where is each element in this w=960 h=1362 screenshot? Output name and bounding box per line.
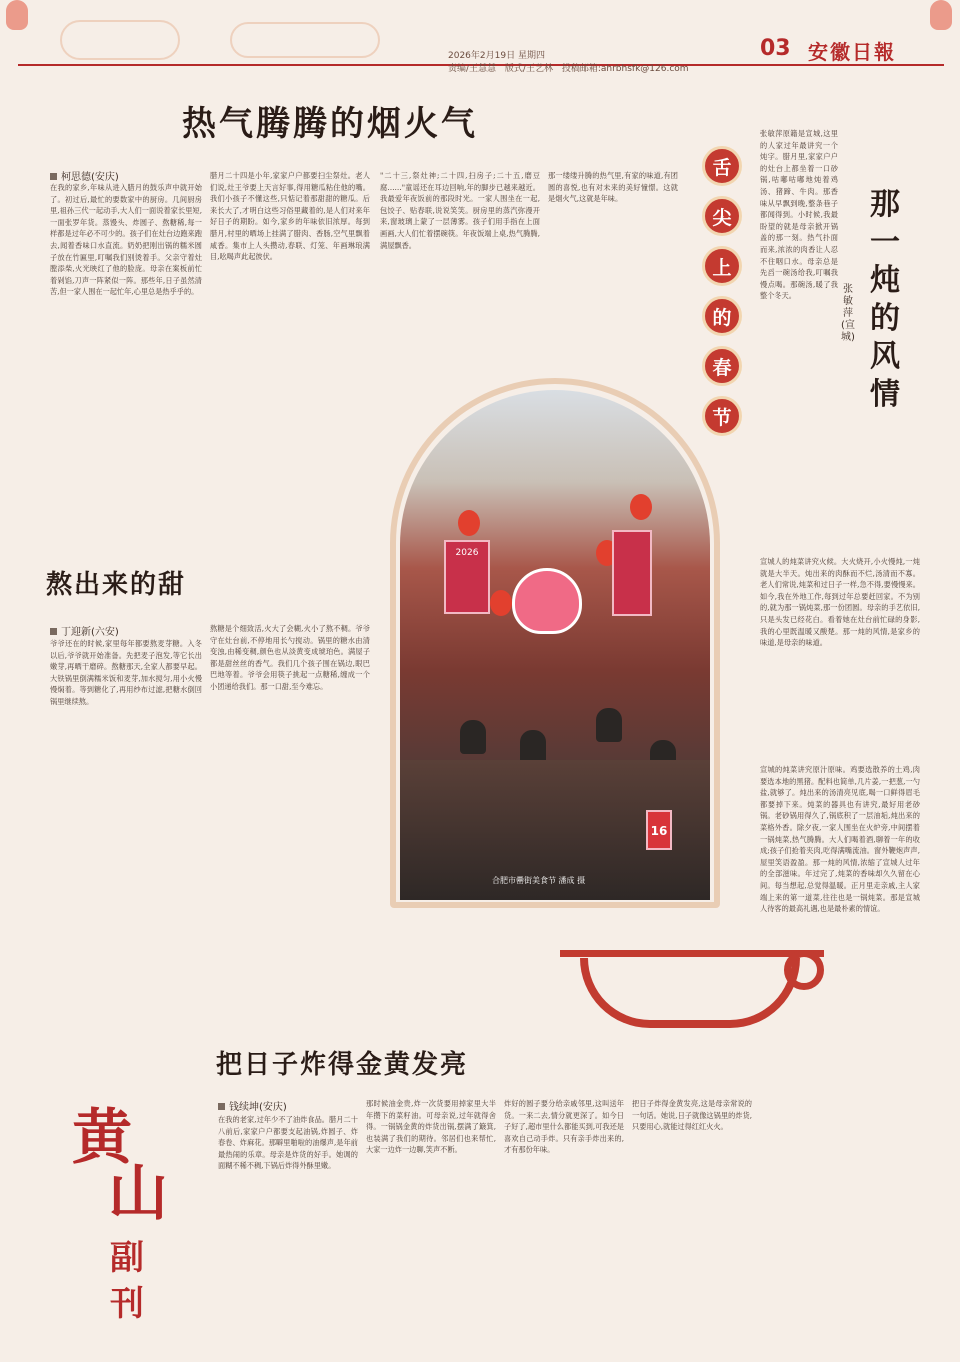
diner-figure	[596, 708, 622, 742]
column-char: 的	[702, 296, 742, 336]
diner-figure	[520, 730, 546, 764]
article-column: 炸好的圆子要分给亲戚邻里,这叫送年货。一来二去,情分就更深了。如今日子好了,超市里什么都能买到,可我还是喜欢自己动手炸。只有亲手炸出来的,才有那份年味。	[504, 1099, 624, 1155]
headline-sweet: 熬出来的甜	[46, 570, 187, 600]
lantern-icon	[458, 510, 480, 536]
supplement-char: 副	[110, 1238, 144, 1278]
supplement-char: 山	[108, 1159, 168, 1229]
banner-sign-text: 2026	[455, 548, 479, 558]
headline-main: 热气腾腾的烟火气	[182, 104, 478, 144]
banner-sign	[444, 540, 490, 614]
byline-main	[50, 168, 119, 183]
byline-fry-text: 钱续坤(安庆)	[229, 1102, 287, 1113]
issue-date: 2026年2月19日 星期四	[448, 51, 545, 61]
article-column: 爷爷还在的时候,家里每年都要熬麦芽糖。入冬以后,爷爷就开始准备。先把麦子泡发,等它长出嫩芽,再晒干磨碎。熬糖那天,全家人都要早起。大铁锅里倒满糯米饭和麦芽,加水搅匀,用小火慢慢焖着。等到糖化了,再用纱布过滤,把糖水倒回锅里继续熬。	[50, 639, 202, 706]
byline-sweet	[50, 623, 119, 638]
drink-badge	[646, 810, 672, 850]
article-column: 腊月二十四是小年,家家户户都要扫尘祭灶。老人们说,灶王爷要上天言好事,得用糖瓜粘住他的嘴。我们小孩子不懂这些,只惦记着那甜甜的糖瓜。后来长大了,才明白这些习俗里藏着的,是人们对来年好日子的期盼。如今,家乡的年味依旧浓厚。每到腊月,村里的晒场上挂满了腊肉、香肠,空气里飘着咸香。集市上人头攒动,春联、灯笼、年画琳琅满目,吆喝声此起彼伏。	[210, 171, 370, 262]
headline-side	[868, 186, 902, 414]
supplement-char: 黄	[72, 1103, 132, 1173]
article-column: 宣城人的炖菜讲究火候。大火烧开,小火慢炖,一炖就是大半天。炖出来的肉酥而不烂,汤清而不寡。老人们常说,炖菜和过日子一样,急不得,要慢慢来。如今,我在外地工作,每到过年总要赶回家。不为别的,就为那一锅炖菜,那一份团圆。母亲的手艺依旧,只是头发已经花白。看着她在灶台前忙碌的身影,我的心里既温暖又酸楚。那一炖的风情,是家乡的味道,是母亲的味道。	[760, 557, 920, 648]
byline-side: 张敏萍(宣城)	[841, 284, 855, 343]
column-char: 尖	[702, 196, 742, 236]
article-column: 熬糖是个细致活,火大了会糊,火小了熬不稠。爷爷守在灶台前,不停地用长勺搅动。锅里的糖水由清变浊,由稀变稠,颜色也从淡黄变成琥珀色。满屋子都是甜丝丝的香气。我们几个孩子围在锅边,眼巴巴地等着。爷爷会用筷子挑起一点糖稀,缠成一个小团递给我们。那一口甜,至今难忘。	[210, 624, 370, 691]
lantern-icon	[490, 590, 512, 616]
headline-fry: 把日子炸得金黄发亮	[216, 1050, 469, 1080]
article-column: 那一缕缕升腾的热气里,有家的味道,有团圆的喜悦,也有对未来的美好憧憬。这就是烟火气,这就是年味。	[548, 171, 678, 204]
article-column: 在我的家乡,年味从进入腊月的鼓乐声中就开始了。初过后,最忙的要数家中的厨房。几间厨房里,祖孙三代一起动手,大人们一面说着家长里短,一面张罗年货。蒸馒头、炸圆子、熬糖稀,每一样都是过年必不可少的。孩子们在灶台边跑来跑去,闻着香味口水直流。奶奶把刚出锅的糯米圆子放在竹匾里,叮嘱我们别烫着手。父亲守着灶膛添柴,火光映红了他的脸庞。母亲在案板前忙着剁馅,刀声一阵紧似一阵。那些年,日子虽然清苦,但一家人围在一起忙年,心里总是热乎乎的。	[50, 183, 202, 297]
masthead-meta	[448, 48, 695, 74]
diner-figure	[460, 720, 486, 754]
byline-sweet-text: 丁迎新(六安)	[61, 627, 119, 638]
pot-rim-decoration	[560, 950, 824, 957]
column-char: 春	[702, 346, 742, 386]
lantern-icon	[630, 494, 652, 520]
photo-credit: 合肥市罍街美食节 潘成 摄	[492, 876, 586, 885]
byline-fry	[218, 1098, 287, 1113]
banner-sign	[612, 530, 652, 616]
submission-email: 投稿邮箱:ahrbhsfk@126.com	[561, 64, 689, 74]
headline-side-text: 那一炖的风情	[870, 187, 900, 412]
column-char: 上	[702, 246, 742, 286]
column-char: 舌	[702, 146, 742, 186]
byline-square-icon	[50, 628, 57, 635]
article-column: 张敏萍原籍是宣城,这里的人家过年最讲究一个炖字。腊月里,家家户户的灶台上都坐着一口砂锅,咕嘟咕嘟地炖着鸡汤、猪蹄、牛肉。那香味从早飘到晚,整条巷子都闻得到。小时候,我最盼望的就是母亲掀开锅盖的那一刻。热气扑面而来,浓浓的肉香让人忍不住咽口水。母亲总是先舀一碗汤给我,叮嘱我慢点喝。那碗汤,暖了我整个冬天。	[760, 129, 838, 301]
pot-handle-decoration	[784, 950, 824, 990]
article-column: 把日子炸得金黄发亮,这是母亲常说的一句话。她说,日子就像这锅里的炸货,只要用心,就能过得红红火火。	[632, 1099, 752, 1132]
supplement-logo	[58, 1103, 198, 1362]
page-body	[40, 78, 920, 1348]
paper-name: 安徽日報	[808, 40, 896, 64]
layout-credit: 版式/王艺林	[504, 64, 553, 74]
article-column: 在我的老家,过年少不了油炸食品。腊月二十八前后,家家户户都要支起油锅,炸圆子、炸春卷、炸麻花。那噼里啪啦的油爆声,是年前最热闹的乐章。母亲是炸货的好手。她调的面糊不稀不稠,下锅后炸得外酥里嫩。	[218, 1115, 358, 1171]
column-char: 节	[702, 396, 742, 436]
supplement-char: 刊	[110, 1284, 144, 1324]
festival-photo	[400, 390, 710, 900]
article-column: 那时候油金贵,炸一次货要用掉家里大半年攒下的菜籽油。可母亲说,过年就得舍得。一锅锅金黄的炸货出锅,摆满了簸箕,也装满了我们的期待。邻居们也来帮忙,大家一边炸一边聊,笑声不断。	[366, 1099, 496, 1155]
masthead	[18, 14, 944, 74]
byline-main-text: 柯思德(安庆)	[61, 172, 119, 183]
byline-square-icon	[218, 1103, 225, 1110]
heart-sign	[512, 568, 582, 634]
byline-square-icon	[50, 173, 57, 180]
article-column: 宣城的炖菜讲究原汁原味。鸡要选散养的土鸡,肉要选本地的黑猪。配料也简单,几片姜,一把葱,一勺盐,就够了。炖出来的汤清亮见底,喝一口鲜得眉毛都要掉下来。炖菜的器具也有讲究,最好用老砂锅。老砂锅用得久了,锅底积了一层油垢,炖出来的菜格外香。除夕夜,一家人围坐在火炉旁,中间摆着一锅炖菜,热气腾腾。大人们喝着酒,聊着一年的收成;孩子们抢着夹肉,吃得满嘴流油。窗外鞭炮声声,屋里笑语盈盈。那一炖的风情,浓缩了宣城人过年的全部滋味。年过完了,炖菜的香味却久久留在心间。每当想起,总觉得温暖。正月里走亲戚,主人家端上来的第一道菜,往往也是一锅炖菜。那是宣城人待客的最高礼遇,也是最朴素的情谊。	[760, 765, 920, 914]
editor-credit: 责编/王慧慧	[448, 64, 497, 74]
page-number: 03	[760, 36, 791, 61]
article-column: "二十三,祭灶神;二十四,扫房子;二十五,磨豆腐……"童谣还在耳边回响,年的脚步已越来越近。我最爱年夜饭前的那段时光。一家人围坐在一起,包饺子、贴春联,说说笑笑。厨房里的蒸汽弥漫开来,窗玻璃上蒙了一层薄雾。孩子们用手指在上面画画,大人们忙着摆碗筷。年夜饭端上桌,热气腾腾,满屋飘香。	[380, 171, 540, 250]
drink-badge-text: 16	[650, 824, 668, 838]
